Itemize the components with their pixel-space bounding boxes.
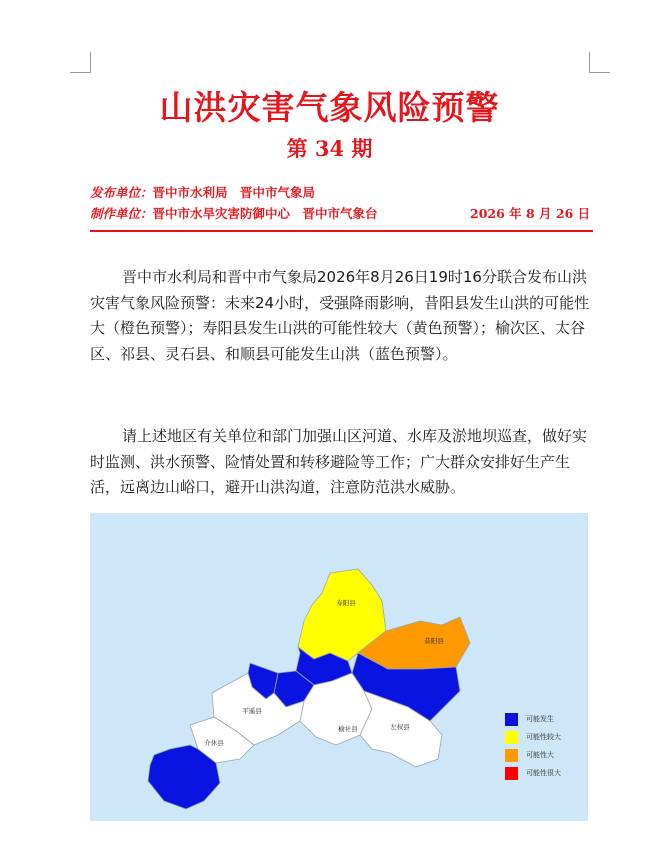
issue-date: 2026 年 8 月 26 日	[470, 206, 591, 221]
legend-item-1	[505, 713, 625, 729]
legend-swatch-2	[505, 731, 518, 744]
label-shouyang: 寿阳县	[336, 599, 356, 607]
legend-swatch-1	[505, 713, 518, 726]
legend-item-2	[505, 731, 625, 747]
header-divider	[90, 230, 593, 232]
publisher-label: 发布单位：	[90, 185, 153, 200]
issue-number: 第 34 期	[286, 136, 373, 161]
page-corner-mark-right	[589, 52, 610, 73]
label-xiyang: 昔阳县	[424, 637, 444, 645]
page-corner-mark-left	[70, 52, 91, 73]
producer-label: 制作单位：	[90, 206, 153, 221]
label-pingyao: 平遥县	[242, 707, 262, 715]
producer-line	[90, 204, 378, 222]
legend-swatch-4	[505, 767, 518, 780]
legend-label-4: 可能性很大	[526, 769, 561, 777]
legend-label-1: 可能发生	[526, 715, 554, 723]
legend-label-2: 可能性较大	[526, 733, 561, 741]
legend-swatch-3	[505, 749, 518, 762]
body-paragraph-1: 晋中市水利局和晋中市气象局2026年8月26日19时16分联合发布山洪灾害气象风险预警：未来24小时，受强降雨影响，昔阳县发生山洪的可能性大（橙色预警）；寿阳县发生山洪的可能性较大（黄色预警）；榆次区、太谷区、祁县、灵石县、和顺县可能发生山洪（蓝色预警）。	[90, 268, 590, 363]
producer-value: 晋中市水旱灾害防御中心 晋中市气象台	[152, 206, 378, 221]
warning-title: 山洪灾害气象风险预警	[159, 88, 500, 127]
legend-label-3: 可能性大	[526, 751, 554, 759]
label-zuoquan: 左权县	[390, 723, 410, 731]
label-yushe: 榆社县	[338, 725, 358, 733]
legend-item-3	[505, 749, 625, 765]
risk-map	[90, 513, 588, 821]
legend-item-4	[505, 767, 625, 783]
publisher-value: 晋中市水利局 晋中市气象局	[152, 185, 316, 200]
publisher-line	[90, 183, 315, 201]
body-paragraph-2: 请上述地区有关单位和部门加强山区河道、水库及淤地坝巡查，做好实时监测、洪水预警、险情处置和转移避险等工作；广大群众安排好生产生活，远离边山峪口，避开山洪沟道，注意防范洪水威胁。	[90, 427, 588, 496]
label-jiexiu: 介休县	[204, 739, 224, 747]
